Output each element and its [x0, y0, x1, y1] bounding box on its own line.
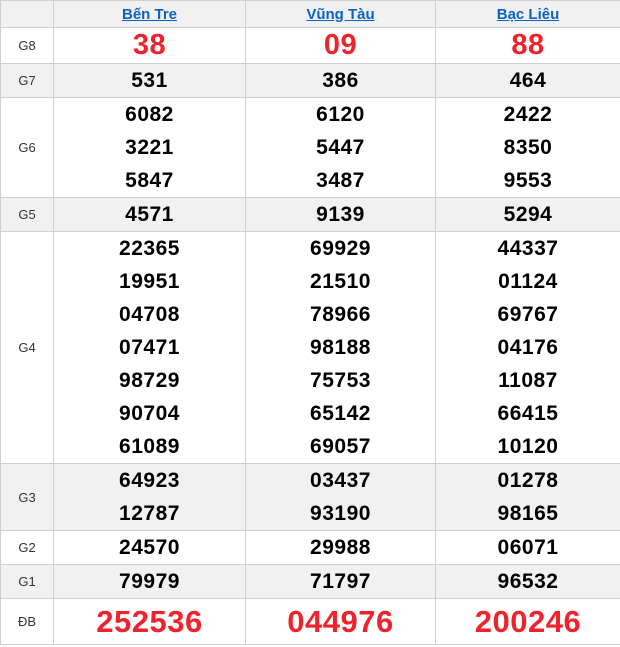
prize-label: G6 — [1, 98, 54, 198]
prize-number: 10120 — [497, 435, 559, 458]
prize-label: G3 — [1, 464, 54, 531]
prize-number: 01124 — [498, 270, 558, 293]
prize-number: 21510 — [310, 270, 371, 293]
prize-cell — [246, 28, 436, 64]
province-link[interactable]: Bạc Liêu — [496, 5, 560, 23]
prize-number: 24570 — [119, 536, 180, 559]
prize-number: 69057 — [310, 435, 371, 458]
prize-number: 6082 — [125, 103, 174, 126]
prize-number: 66415 — [497, 402, 559, 425]
prize-cell — [436, 599, 620, 645]
row-G7 — [1, 64, 620, 98]
prize-number: 64923 — [119, 469, 180, 492]
prize-cell — [246, 64, 436, 98]
prize-number: 04176 — [497, 336, 559, 359]
prize-number: 386 — [322, 69, 359, 92]
prize-number: 5447 — [316, 136, 365, 159]
prize-cell — [246, 464, 436, 531]
prize-number: 09 — [323, 29, 358, 61]
prize-number: 200246 — [474, 604, 582, 639]
province-link[interactable]: Bến Tre — [121, 5, 178, 23]
prize-cell — [436, 64, 620, 98]
prize-number: 3487 — [316, 169, 365, 192]
prize-number: 464 — [509, 69, 547, 92]
prize-cell — [54, 599, 246, 645]
row-ĐB — [1, 599, 620, 645]
row-G2 — [1, 531, 620, 565]
prize-number: 3221 — [125, 136, 174, 159]
prize-number: 19951 — [119, 270, 180, 293]
prize-label: G4 — [1, 232, 54, 464]
prize-cell — [246, 531, 436, 565]
prize-cell — [246, 599, 436, 645]
prize-label: ĐB — [1, 599, 54, 645]
prize-label: G1 — [1, 565, 54, 599]
province-header — [54, 1, 246, 28]
prize-number: 71797 — [310, 570, 371, 593]
prize-number: 79979 — [119, 570, 180, 593]
prize-cell — [436, 464, 620, 531]
row-G8 — [1, 28, 620, 64]
prize-number: 38 — [132, 29, 167, 61]
prize-number: 03437 — [310, 469, 371, 492]
prize-number: 4571 — [125, 203, 174, 226]
prize-cell — [436, 98, 620, 198]
prize-number: 65142 — [310, 402, 371, 425]
prize-cell — [54, 464, 246, 531]
row-G6 — [1, 98, 620, 198]
prize-number: 98729 — [119, 369, 180, 392]
prize-cell — [436, 565, 620, 599]
prize-label: G5 — [1, 198, 54, 232]
prize-number: 5847 — [125, 169, 174, 192]
prize-number: 22365 — [119, 237, 180, 260]
prize-number: 90704 — [119, 402, 180, 425]
prize-number: 61089 — [119, 435, 180, 458]
prize-number: 01278 — [497, 469, 559, 492]
prize-cell — [54, 232, 246, 464]
prize-cell — [246, 98, 436, 198]
prize-label: G7 — [1, 64, 54, 98]
prize-cell — [54, 64, 246, 98]
row-G1 — [1, 565, 620, 599]
prize-number: 06071 — [497, 536, 559, 559]
prize-number: 9139 — [316, 203, 365, 226]
corner-cell — [1, 1, 54, 28]
prize-number: 44337 — [497, 237, 559, 260]
results-body — [1, 28, 620, 645]
prize-cell — [436, 28, 620, 64]
province-header — [246, 1, 436, 28]
prize-number: 07471 — [119, 336, 180, 359]
prize-cell — [54, 98, 246, 198]
province-link[interactable]: Vũng Tàu — [306, 5, 375, 23]
row-G3 — [1, 464, 620, 531]
prize-cell — [436, 531, 620, 565]
row-G4 — [1, 232, 620, 464]
prize-number: 12787 — [119, 502, 180, 525]
prize-number: 98165 — [497, 502, 559, 525]
province-header — [436, 1, 620, 28]
prize-cell — [54, 531, 246, 565]
prize-number: 98188 — [310, 336, 371, 359]
prize-cell — [246, 565, 436, 599]
prize-number: 252536 — [96, 604, 203, 639]
prize-number: 93190 — [310, 502, 371, 525]
prize-label: G2 — [1, 531, 54, 565]
prize-number: 75753 — [310, 369, 371, 392]
row-G5 — [1, 198, 620, 232]
prize-number: 69929 — [310, 237, 371, 260]
prize-cell — [54, 28, 246, 64]
prize-number: 88 — [511, 29, 545, 61]
prize-number: 96532 — [497, 570, 559, 593]
prize-number: 6120 — [316, 103, 365, 126]
prize-number: 5294 — [503, 203, 553, 226]
prize-number: 531 — [131, 69, 168, 92]
prize-cell — [54, 198, 246, 232]
prize-number: 9553 — [503, 169, 553, 192]
prize-number: 8350 — [503, 136, 553, 159]
prize-cell — [54, 565, 246, 599]
prize-number: 29988 — [310, 536, 371, 559]
prize-cell — [436, 198, 620, 232]
prize-number: 78966 — [310, 303, 371, 326]
prize-number: 69767 — [497, 303, 559, 326]
prize-label: G8 — [1, 28, 54, 64]
prize-number: 11087 — [498, 369, 558, 392]
prize-cell — [246, 198, 436, 232]
prize-cell — [246, 232, 436, 464]
prize-number: 044976 — [287, 604, 394, 639]
prize-cell — [436, 232, 620, 464]
prize-number: 2422 — [503, 103, 553, 126]
prize-number: 04708 — [119, 303, 180, 326]
header-row — [1, 1, 620, 28]
